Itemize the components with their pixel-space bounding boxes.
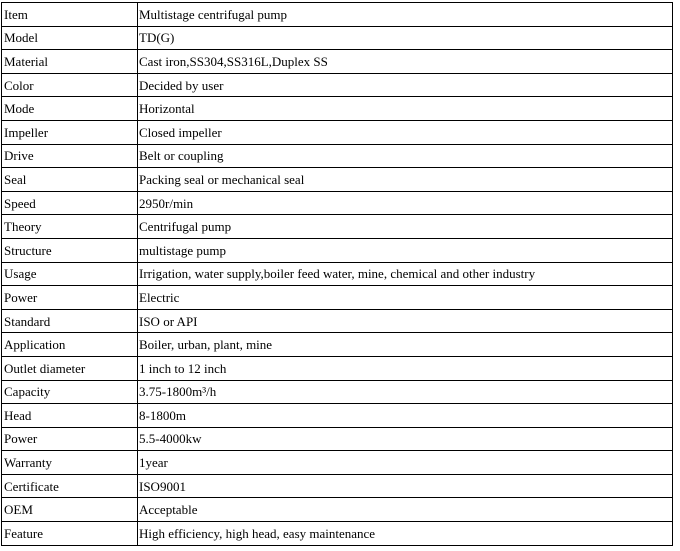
row-label: Item [2, 3, 138, 27]
row-value: Packing seal or mechanical seal [138, 168, 673, 192]
row-value: Multistage centrifugal pump [138, 3, 673, 27]
table-row [2, 3, 673, 27]
row-label: Usage [2, 262, 138, 286]
row-value: Belt or coupling [138, 144, 673, 168]
row-label: Model [2, 26, 138, 50]
row-value: Irrigation, water supply,boiler feed water, mine, chemical and other industry [138, 262, 673, 286]
table-row [2, 498, 673, 522]
row-label: Drive [2, 144, 138, 168]
row-value: 2950r/min [138, 191, 673, 215]
row-value: Decided by user [138, 73, 673, 97]
table-row [2, 286, 673, 310]
row-value: ISO9001 [138, 474, 673, 498]
row-label: Feature [2, 522, 138, 546]
table-row [2, 404, 673, 428]
row-value: Boiler, urban, plant, mine [138, 333, 673, 357]
table-row [2, 97, 673, 121]
row-value: Horizontal [138, 97, 673, 121]
row-label: Warranty [2, 451, 138, 475]
row-label: Power [2, 427, 138, 451]
row-value: 8-1800m [138, 404, 673, 428]
row-label: Mode [2, 97, 138, 121]
row-label: Structure [2, 238, 138, 262]
row-value: multistage pump [138, 238, 673, 262]
row-label: Seal [2, 168, 138, 192]
spec-table-body [2, 3, 673, 546]
row-value: Cast iron,SS304,SS316L,Duplex SS [138, 50, 673, 74]
row-value: Centrifugal pump [138, 215, 673, 239]
row-label: Power [2, 286, 138, 310]
table-row [2, 238, 673, 262]
row-label: Application [2, 333, 138, 357]
table-row [2, 191, 673, 215]
row-value: TD(G) [138, 26, 673, 50]
table-row [2, 474, 673, 498]
row-label: Outlet diameter [2, 356, 138, 380]
table-row [2, 26, 673, 50]
row-label: Capacity [2, 380, 138, 404]
row-label: Material [2, 50, 138, 74]
row-label: Theory [2, 215, 138, 239]
row-label: Standard [2, 309, 138, 333]
row-value: 3.75-1800m³/h [138, 380, 673, 404]
table-row [2, 73, 673, 97]
row-label: Impeller [2, 120, 138, 144]
row-value: Acceptable [138, 498, 673, 522]
table-row [2, 120, 673, 144]
table-row [2, 333, 673, 357]
table-row [2, 168, 673, 192]
row-label: Head [2, 404, 138, 428]
table-row [2, 144, 673, 168]
row-label: Speed [2, 191, 138, 215]
row-value: Closed impeller [138, 120, 673, 144]
table-row [2, 522, 673, 546]
spec-table [1, 2, 673, 546]
table-row [2, 380, 673, 404]
row-value: 1 inch to 12 inch [138, 356, 673, 380]
table-row [2, 451, 673, 475]
table-row [2, 356, 673, 380]
row-label: Color [2, 73, 138, 97]
row-value: High efficiency, high head, easy maintenance [138, 522, 673, 546]
table-row [2, 215, 673, 239]
table-row [2, 262, 673, 286]
row-value: Electric [138, 286, 673, 310]
table-row [2, 50, 673, 74]
row-label: Certificate [2, 474, 138, 498]
row-value: 5.5-4000kw [138, 427, 673, 451]
table-row [2, 309, 673, 333]
row-value: 1year [138, 451, 673, 475]
row-label: OEM [2, 498, 138, 522]
row-value: ISO or API [138, 309, 673, 333]
table-row [2, 427, 673, 451]
